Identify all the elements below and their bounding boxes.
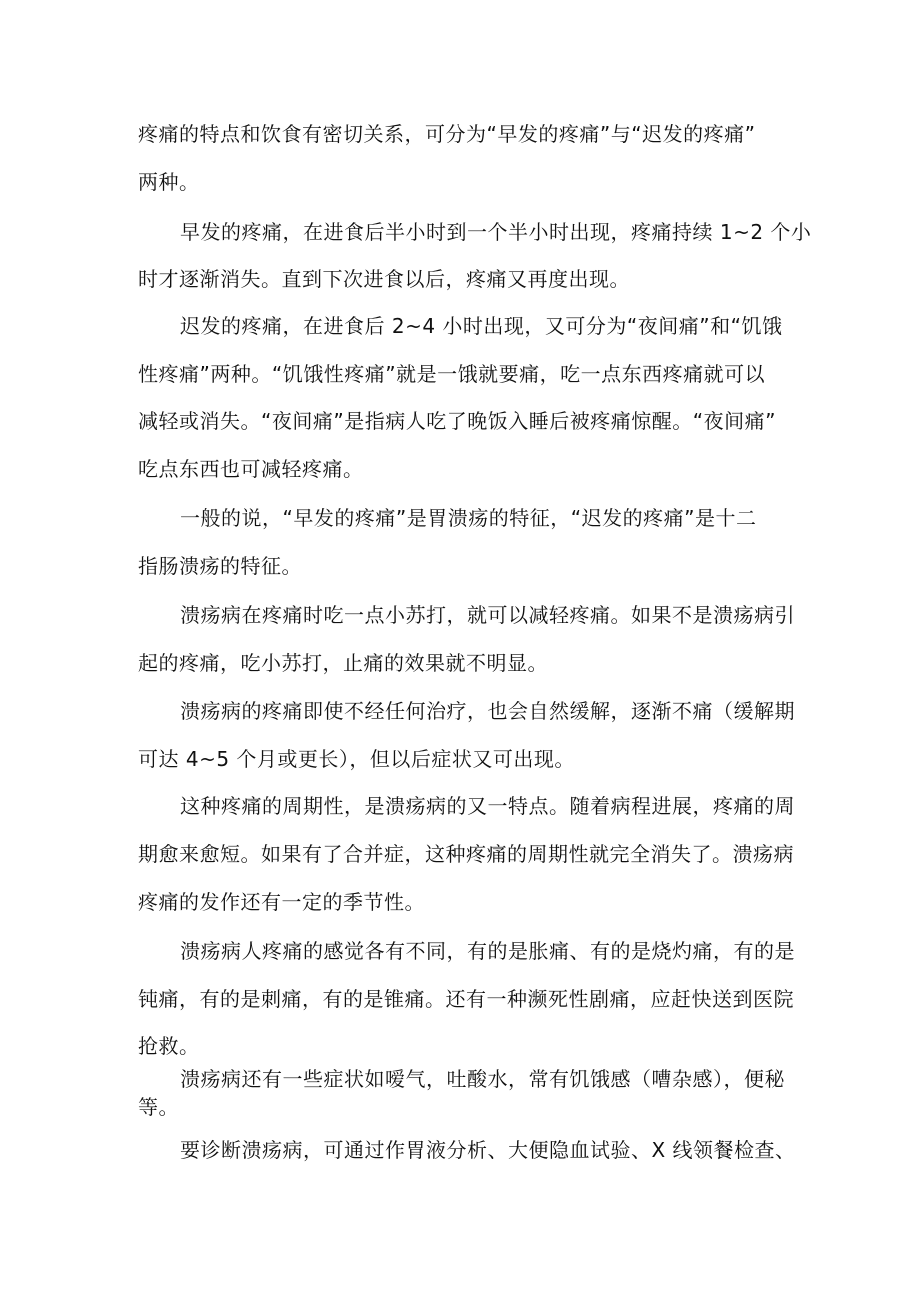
text-line: 时才逐渐消失。直到下次进食以后，疼痛又再度出现。: [138, 267, 630, 291]
text-line: 减轻或消失。“夜间痛”是指病人吃了晚饭入睡后被疼痛惊醒。“夜间痛”: [138, 409, 776, 433]
text-line: 吃点东西也可减轻疼痛。: [138, 457, 364, 481]
text-line: 溃疡病还有一些症状如嗳气，吐酸水，常有饥饿感（嘈杂感），便秘: [180, 1067, 785, 1091]
text-line: 钝痛，有的是刺痛，有的是锥痛。还有一种濒死性剧痛，应赶快送到医院: [138, 987, 794, 1011]
text-line: 溃疡病在疼痛时吃一点小苏打，就可以减轻疼痛。如果不是溃疡病引: [180, 603, 795, 627]
text-line: 疼痛的特点和饮食有密切关系，可分为“早发的疼痛”与“迟发的疼痛”: [138, 122, 756, 146]
text-line: 等。: [138, 1095, 179, 1119]
text-line: 迟发的疼痛，在进食后 2~4 小时出现，又可分为“夜间痛”和“饥饿: [180, 314, 783, 338]
text-line: 一般的说，“早发的疼痛”是胃溃疡的特征，“迟发的疼痛”是十二: [180, 506, 757, 530]
text-line: 溃疡病人疼痛的感觉各有不同，有的是胀痛、有的是烧灼痛，有的是: [180, 939, 795, 963]
text-line: 两种。: [138, 170, 200, 194]
text-line: 可达 4~5 个月或更长），但以后症状又可出现。: [138, 747, 575, 771]
text-line: 溃疡病的疼痛即使不经任何治疗，也会自然缓解，逐渐不痛（缓解期: [180, 699, 795, 723]
text-line: 期愈来愈短。如果有了合并症，这种疼痛的周期性就完全消失了。溃疡病: [138, 842, 794, 866]
text-line: 性疼痛”两种。“饥饿性疼痛”就是一饿就要痛，吃一点东西疼痛就可以: [138, 362, 766, 386]
text-line: 这种疼痛的周期性，是溃疡病的又一特点。随着病程进展，疼痛的周: [180, 794, 795, 818]
text-line: 起的疼痛，吃小苏打，止痛的效果就不明显。: [138, 651, 548, 675]
text-line: 要诊断溃疡病，可通过作胃液分析、大便隐血试验、X 线领餐检查、: [180, 1138, 796, 1162]
text-line: 早发的疼痛，在进食后半小时到一个半小时出现，疼痛持续 1~2 个小: [180, 220, 812, 244]
text-line: 抢救。: [138, 1034, 200, 1058]
text-line: 指肠溃疡的特征。: [138, 554, 302, 578]
text-line: 疼痛的发作还有一定的季节性。: [138, 890, 425, 914]
